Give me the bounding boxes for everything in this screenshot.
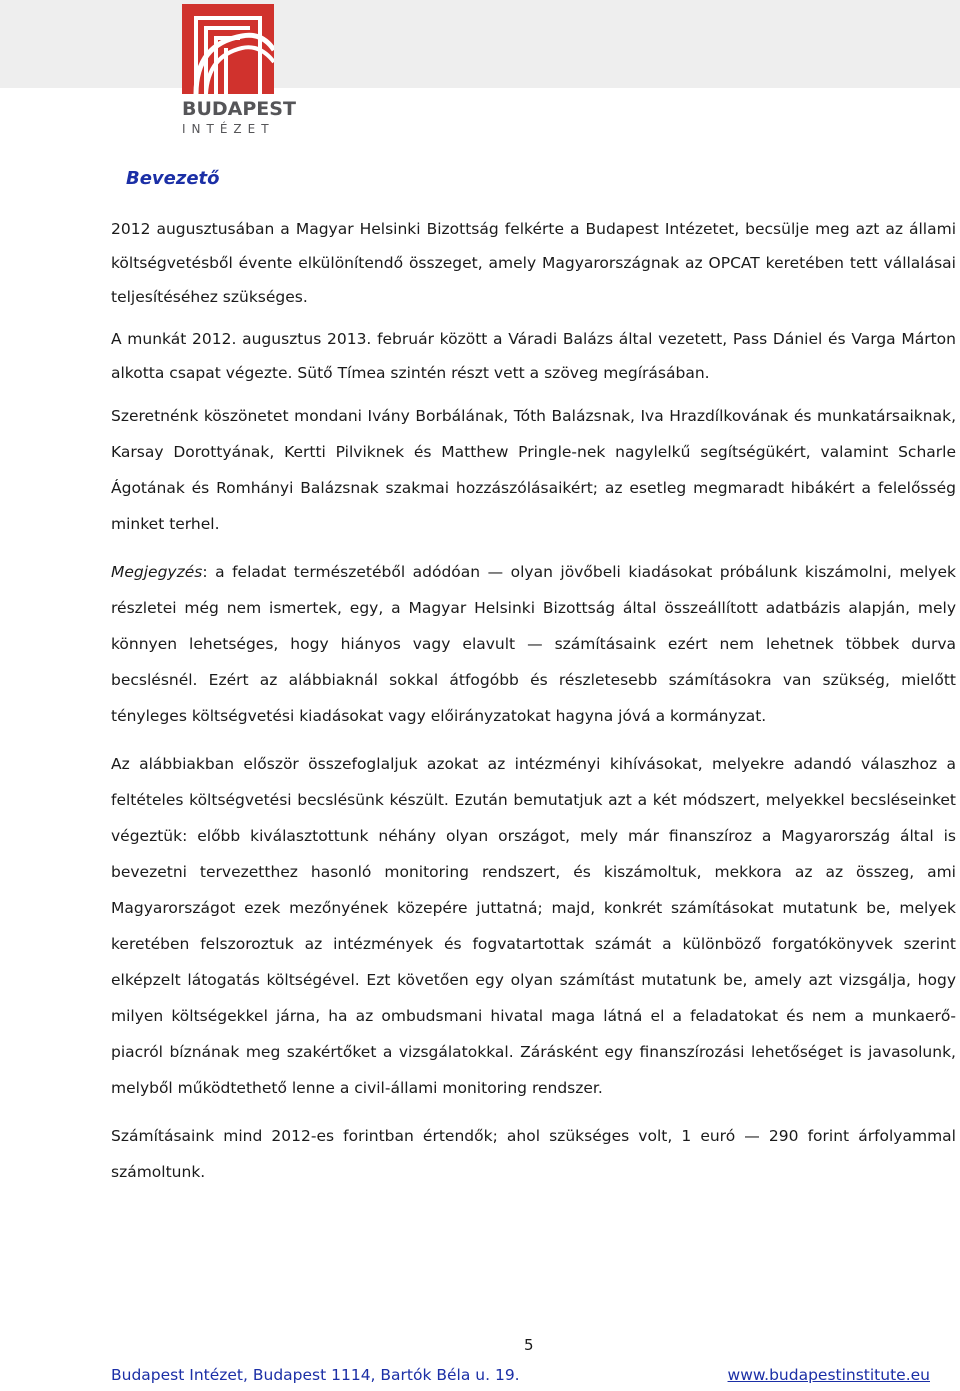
logo-wordmark: BUDAPEST — [182, 98, 296, 120]
footer-website-link[interactable]: www.budapestinstitute.eu — [727, 1366, 930, 1384]
paragraph-intro: 2012 augusztusában a Magyar Helsinki Bizottság felkérte a Budapest Intézetet, becsülje meg azt az állami költségvetésből évente elkülönítendő összeget, amely Magyarországnak az OPCAT keretében tett vállalásai teljesítéséhez szükséges. — [111, 220, 956, 306]
note-label: Megjegyzés — [111, 563, 203, 581]
footer-address: Budapest Intézet, Budapest 1114, Bartók Béla u. 19. — [111, 1366, 520, 1384]
section-heading: Bevezető — [126, 168, 220, 189]
paragraph-team: A munkát 2012. augusztus 2013. február között a Váradi Balázs által vezetett, Pass Dániel és Varga Márton alkotta csapat végezte. Sütő Tímea szintén részt vett a szöveg megírásában. — [111, 330, 956, 382]
paragraph-acknowledgements: Szeretnénk köszönetet mondani Ivány Borbálának, Tóth Balázsnak, Iva Hrazdílkovának és munkatársaiknak, Karsay Dorottyának, Kertti Pilviknek és Matthew Pringle-nek nagylelkű segítségükért, valamint Scharle Ágotának és Romhányi Balázsnak szakmai hozzászólásaikért; az esetleg megmaradt hibákért a felelősség minket terhel. — [111, 407, 956, 533]
paragraph-overview: Az alábbiakban először összefoglaljuk azokat az intézményi kihívásokat, melyekre adandó válaszhoz a feltételes költségvetési becslésünk készült. Ezután bemutatjuk azt a két módszert, melyekkel becsléseinket végeztük: előbb kiválasztottunk néhány olyan országot, mely már finanszíroz a Magyarország által is bevezetni tervezetthez hasonló monitoring rendszert, és kiszámoltuk, mekkora az az összeg, ami Magyarországot ezek mezőnyének közepére juttatná; majd, konkrét számításokat mutatunk be, melyek keretében felszoroztuk az intézmények és fogvatartottak számát a különböző forgatókönyvek szerint elképzelt látogatás költségével. Ezt követően egy olyan számítást mutatunk be, amely azt vizsgálja, hogy milyen költségekkel járna, ha az ombudsmani hivatal maga látná el a feladatokat és nem a munkaerő-piacról bíznának meg szakértőket a vizsgálatokkal. Zárásként egy finanszírozási lehetőséget is javasolunk, melyből működtethető lenne a civil-állami monitoring rendszer. — [111, 755, 956, 1097]
header-band — [0, 0, 960, 88]
logo-mark-icon — [182, 4, 274, 94]
logo-subtitle: INTÉZET — [182, 122, 275, 136]
paragraph-note — [111, 554, 956, 734]
paragraph-currency: Számításaink mind 2012-es forintban értendők; ahol szükséges volt, 1 euró — 290 forint árfolyammal számoltunk. — [111, 1127, 956, 1181]
body-text — [111, 212, 956, 1202]
note-text: : a feladat természetéből adódóan — olyan jövőbeli kiadásokat próbálunk kiszámolni, melyek részletei még nem ismertek, egy, a Magyar Helsinki Bizottság által összeállított adatbázis alapján, mely könnyen lehetséges, hogy hiányos vagy elavult — számításaink ezért nem lehetnek többek durva becslésnél. Ezért az alábbiaknál sokkal átfogóbb és részletesebb számításokra van szükség, mielőtt tényleges költségvetési kiadásokat vagy előirányzatokat hagyna jóvá a kormányzat. — [111, 563, 956, 725]
budapest-institute-logo — [182, 4, 296, 136]
page-number: 5 — [524, 1336, 534, 1354]
